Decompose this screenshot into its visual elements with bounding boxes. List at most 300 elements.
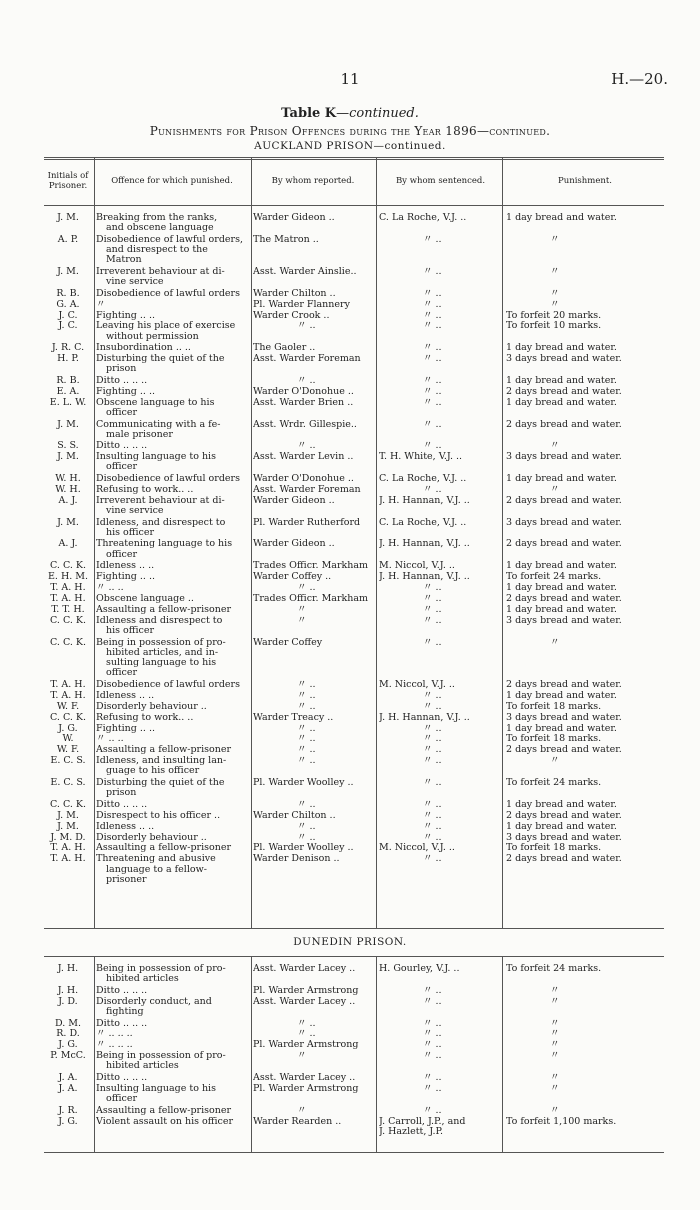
- sentenced-cell: [379, 833, 502, 843]
- punishment-cell-line: 〃: [550, 441, 560, 452]
- dunedin-row: [44, 1106, 664, 1116]
- auckland-row: [44, 420, 664, 441]
- column-divider: [94, 158, 95, 928]
- sentenced-cell: [379, 778, 502, 788]
- reported-cell: [253, 702, 373, 712]
- reported-cell-line: Warder Rearden ..: [253, 1116, 342, 1127]
- reported-cell-line: Asst. Warder Lacey ..: [253, 964, 356, 974]
- sentenced-cell: [379, 583, 502, 593]
- reported-cell-line: 〃: [297, 604, 307, 615]
- reported-cell: [253, 691, 373, 701]
- auckland-row: [44, 800, 664, 810]
- punishment-cell-line: 1 day bread and water.: [506, 213, 617, 223]
- punishment-cell-line: 3 days bread and water.: [506, 712, 622, 723]
- punishment-cell: [506, 724, 664, 734]
- sentenced-cell-line: C. La Roche, V.J. ..: [379, 213, 467, 223]
- offence-cell-line: his officer: [106, 526, 155, 538]
- reported-cell-line: 〃 ..: [297, 832, 316, 843]
- sentenced-cell: [379, 1051, 502, 1061]
- reported-cell: [253, 843, 373, 853]
- initials-cell: C. C. K.: [49, 637, 87, 648]
- reported-cell-line: Warder Coffey: [253, 637, 323, 648]
- dunedin-table-body: [44, 964, 664, 1154]
- reported-cell: [253, 583, 373, 593]
- sentenced-cell-line: 〃 ..: [423, 690, 442, 701]
- reported-cell: [253, 539, 373, 549]
- offence-cell-line: Leaving his place of exercise: [96, 321, 236, 332]
- sentenced-cell-line: 〃 ..: [423, 701, 442, 712]
- offence-cell-line: Communicating with a fe-: [96, 419, 221, 430]
- reported-cell-line: Asst. Warder Ainslie..: [253, 266, 357, 277]
- reported-cell: [253, 311, 373, 321]
- reported-cell: [253, 354, 373, 364]
- reported-cell-line: Asst. Warder Lacey ..: [253, 996, 356, 1007]
- reported-cell: [253, 1051, 373, 1061]
- auckland-row: [44, 518, 664, 539]
- punishment-cell-line: 2 days bread and water.: [506, 386, 622, 397]
- punishment-cell-line: 1 day bread and water.: [506, 474, 617, 484]
- auckland-table-body: [44, 213, 664, 931]
- sentenced-cell-line: 〃 ..: [423, 1105, 442, 1116]
- offence-cell-line: Ditto .. .. ..: [96, 1018, 148, 1029]
- reported-cell-line: Warder Gideon ..: [253, 213, 335, 223]
- initials-cell: S. S.: [57, 441, 79, 452]
- initials-cell: T. T. H.: [51, 604, 85, 615]
- reported-cell-line: 〃 ..: [297, 756, 316, 767]
- offence-cell-line: Being in possession of pro-: [96, 1051, 226, 1062]
- initials-cell: T. A. H.: [50, 593, 86, 604]
- offence-cell-line: Disobedience of lawful orders: [96, 288, 240, 299]
- initials-cell: J. G.: [58, 1040, 78, 1051]
- punishment-cell: [506, 420, 664, 430]
- sentenced-cell-line: M. Niccol, V.J. ..: [379, 843, 455, 854]
- reported-cell: [253, 267, 373, 277]
- punishment-cell: [506, 376, 664, 386]
- sentenced-cell-line: 〃 ..: [423, 386, 442, 397]
- punishment-cell: [506, 572, 664, 582]
- initials-cell: W. F.: [56, 745, 80, 756]
- offence-cell-line: Obscene language ..: [96, 593, 194, 604]
- reported-cell: [253, 485, 373, 495]
- offence-cell-line: Insulting language to his: [96, 452, 216, 463]
- initials-cell: J. M.: [57, 452, 79, 463]
- offence-cell-line: Disturbing the quiet of the: [96, 354, 225, 365]
- sentenced-cell-line: J. H. Hannan, V.J. ..: [379, 572, 470, 583]
- sentenced-cell-line: 〃 ..: [423, 375, 442, 386]
- sentenced-cell: [379, 267, 502, 277]
- initials-cell: A. J.: [58, 495, 78, 506]
- punishment-cell: [506, 964, 664, 974]
- auckland-row: [44, 213, 664, 234]
- reported-cell-line: 〃 ..: [297, 821, 316, 832]
- dunedin-row: [44, 1073, 664, 1083]
- sentenced-cell-line: 〃 ..: [423, 234, 442, 245]
- sentenced-cell-line: 〃 ..: [423, 397, 442, 408]
- offence-cell: [96, 398, 248, 419]
- offence-cell: [96, 235, 248, 266]
- sentenced-cell: [379, 1040, 502, 1050]
- offence-cell: [96, 387, 248, 397]
- auckland-row: [44, 616, 664, 637]
- reported-cell: [253, 518, 373, 528]
- offence-cell: [96, 1019, 248, 1029]
- offence-cell: [96, 1040, 248, 1050]
- offence-cell: [96, 1084, 248, 1105]
- reported-cell-line: Pl. Warder Flannery: [253, 299, 350, 310]
- punishment-cell: [506, 594, 664, 604]
- offence-cell-line: officer: [106, 461, 137, 473]
- offence-cell: [96, 539, 248, 560]
- reported-cell-line: Warder Chilton ..: [253, 288, 336, 299]
- dunedin-row: [44, 997, 664, 1018]
- auckland-row: [44, 734, 664, 744]
- offence-cell-line: male prisoner: [106, 428, 173, 440]
- punishment-cell: [506, 616, 664, 626]
- reported-cell: [253, 1117, 373, 1127]
- sentenced-cell: [379, 321, 502, 331]
- auckland-row: [44, 854, 664, 885]
- reported-cell-line: Pl. Warder Rutherford: [253, 517, 361, 528]
- sentenced-cell-line: 〃 ..: [423, 996, 442, 1007]
- offence-cell-line: officer: [106, 667, 137, 679]
- punishment-cell-line: 〃: [550, 996, 560, 1007]
- initials-cell: J. G.: [58, 1116, 78, 1127]
- sentenced-cell-line: J. H. Hannan, V.J. ..: [379, 712, 470, 723]
- punishment-cell: [506, 441, 664, 451]
- reported-cell: [253, 1106, 373, 1116]
- reported-cell: [253, 398, 373, 408]
- sentenced-cell-line: 〃 ..: [423, 985, 442, 996]
- initials-cell: J. D.: [58, 996, 78, 1007]
- offence-cell-line: Assaulting a fellow-prisoner: [96, 745, 232, 756]
- punishment-cell-line: 1 day bread and water.: [506, 343, 617, 354]
- sentenced-cell: [379, 474, 502, 484]
- offence-cell-line: Ditto .. .. ..: [96, 375, 148, 386]
- offence-cell-line: Ditto .. .. ..: [96, 799, 148, 810]
- offence-cell: [96, 289, 248, 299]
- offence-cell-line: 〃 .. .. ..: [96, 1029, 133, 1040]
- table-title: [0, 106, 700, 121]
- offence-cell: [96, 496, 248, 517]
- reported-cell: [253, 235, 373, 245]
- sentenced-cell: [379, 800, 502, 810]
- punishment-cell: [506, 811, 664, 821]
- sentenced-cell-line: J. Carroll, J.P., and: [379, 1116, 466, 1127]
- reported-cell: [253, 321, 373, 331]
- offence-cell-line: Fighting .. ..: [96, 723, 156, 734]
- sentenced-cell: [379, 485, 502, 495]
- sentenced-cell: [379, 300, 502, 310]
- punishment-cell-line: 1 day bread and water.: [506, 397, 617, 408]
- punishment-cell-line: 3 days bread and water.: [506, 354, 622, 365]
- punishment-cell-line: 2 days bread and water.: [506, 810, 622, 821]
- sentenced-cell-line: 〃 ..: [423, 799, 442, 810]
- sentenced-cell: [379, 986, 502, 996]
- sentenced-cell: [379, 713, 502, 723]
- punishment-cell-line: 3 days bread and water.: [506, 832, 622, 843]
- offence-cell-line: Disrespect to his officer ..: [96, 810, 221, 821]
- auckland-row: [44, 702, 664, 712]
- punishment-cell-line: To forfeit 18 marks.: [506, 843, 602, 854]
- offence-cell: [96, 702, 248, 712]
- auckland-row: [44, 638, 664, 679]
- offence-cell-line: Disobedience of lawful orders: [96, 679, 240, 690]
- reported-cell-line: 〃 ..: [297, 583, 316, 593]
- offence-cell-line: vine service: [106, 276, 164, 288]
- dunedin-heading: DUNEDIN PRISON.: [293, 936, 407, 948]
- sentenced-cell-line: M. Niccol, V.J. ..: [379, 561, 455, 572]
- sentenced-cell: [379, 376, 502, 386]
- reported-cell-line: 〃 ..: [297, 799, 316, 810]
- reported-cell-line: Pl. Warder Armstrong: [253, 985, 359, 996]
- punishment-cell: [506, 267, 664, 277]
- dunedin-row: [44, 1084, 664, 1105]
- auckland-row: [44, 354, 664, 375]
- column-divider: [251, 158, 252, 928]
- reported-cell: [253, 833, 373, 843]
- offence-cell-line: and disrespect to the: [106, 244, 208, 256]
- initials-cell: H. P.: [57, 354, 79, 365]
- offence-cell: [96, 964, 248, 985]
- auckland-row: [44, 605, 664, 615]
- punishment-cell: [506, 518, 664, 528]
- auckland-row: [44, 822, 664, 832]
- punishment-cell: [506, 691, 664, 701]
- auckland-row: [44, 496, 664, 517]
- offence-cell-line: Violent assault on his officer: [96, 1116, 234, 1127]
- punishment-cell: [506, 213, 664, 223]
- initials-cell: J. A.: [58, 1073, 78, 1083]
- punishment-cell: [506, 822, 664, 832]
- initials-cell: J. R. C.: [51, 343, 85, 354]
- offence-cell-line: Ditto .. .. ..: [96, 1073, 148, 1083]
- offence-cell-line: prisoner: [106, 873, 147, 885]
- punishment-cell: [506, 485, 664, 495]
- sentenced-cell: [379, 964, 502, 974]
- offence-cell: [96, 724, 248, 734]
- initials-cell: C. C. K.: [49, 712, 87, 723]
- punishment-cell-line: 〃: [550, 1105, 560, 1116]
- offence-cell-line: Threatening language to his: [96, 539, 233, 550]
- initials-cell: W.: [62, 734, 74, 745]
- punishment-cell: [506, 1106, 664, 1116]
- initials-cell: R. D.: [56, 1029, 80, 1040]
- sentenced-cell: [379, 811, 502, 821]
- offence-cell: [96, 756, 248, 777]
- offence-cell-line: Fighting .. ..: [96, 310, 156, 321]
- reported-cell: [253, 300, 373, 310]
- offence-cell-line: his officer: [106, 624, 155, 636]
- punishment-cell: [506, 800, 664, 810]
- punishment-cell-line: To forfeit 18 marks.: [506, 734, 602, 745]
- reported-cell-line: 〃: [297, 1105, 307, 1116]
- offence-cell: [96, 1073, 248, 1083]
- auckland-row: [44, 387, 664, 397]
- sentenced-cell: [379, 843, 502, 853]
- offence-cell: [96, 986, 248, 996]
- auckland-row: [44, 833, 664, 843]
- initials-cell: A. J.: [58, 539, 78, 550]
- reported-cell-line: Warder O'Donohue ..: [253, 386, 354, 397]
- auckland-bottom-rule: [44, 928, 664, 929]
- sentenced-cell: [379, 441, 502, 451]
- punishment-cell-line: To forfeit 1,100 marks.: [506, 1116, 617, 1127]
- offence-cell: [96, 474, 248, 484]
- sentenced-cell-line: 〃 ..: [423, 288, 442, 299]
- punishment-cell-line: 2 days bread and water.: [506, 419, 622, 430]
- reported-cell: [253, 474, 373, 484]
- punishment-cell-line: 〃: [550, 1018, 560, 1029]
- sentenced-cell-line: 〃 ..: [423, 1073, 442, 1083]
- reported-cell-line: 〃 ..: [297, 734, 316, 745]
- column-divider: [94, 957, 95, 1152]
- reported-cell-line: 〃 ..: [297, 1029, 316, 1040]
- punishment-cell: [506, 1029, 664, 1039]
- sentenced-cell: [379, 496, 502, 506]
- offence-cell: [96, 572, 248, 582]
- offence-cell: [96, 822, 248, 832]
- reported-cell: [253, 343, 373, 353]
- offence-cell: [96, 354, 248, 375]
- sentenced-cell: [379, 452, 502, 462]
- punishment-cell-line: To forfeit 18 marks.: [506, 701, 602, 712]
- offence-cell-line: Assaulting a fellow-prisoner: [96, 1105, 232, 1116]
- punishment-cell: [506, 387, 664, 397]
- reported-cell-line: 〃 ..: [297, 441, 316, 452]
- sentenced-cell-line: 〃 ..: [423, 734, 442, 745]
- reported-cell: [253, 605, 373, 615]
- reported-cell-line: 〃 ..: [297, 375, 316, 386]
- auckland-row: [44, 680, 664, 690]
- punishment-cell: [506, 756, 664, 766]
- initials-cell: J. H.: [57, 964, 79, 974]
- punishment-cell: [506, 986, 664, 996]
- offence-cell-line: fighting: [106, 1005, 144, 1017]
- initials-cell: C. C. K.: [49, 561, 87, 572]
- punishment-cell-line: To forfeit 24 marks.: [506, 778, 602, 788]
- offence-cell-line: Idleness and disrespect to: [96, 615, 223, 626]
- reported-cell-line: 〃 ..: [297, 1018, 316, 1029]
- initials-cell: T. A. H.: [50, 690, 86, 701]
- sentenced-cell: [379, 745, 502, 755]
- dunedin-row: [44, 1019, 664, 1029]
- offence-cell-line: prison: [106, 787, 137, 799]
- page-number: 11: [340, 70, 360, 88]
- sentenced-cell-line: 〃 ..: [423, 354, 442, 365]
- initials-cell: C. C. K.: [49, 615, 87, 626]
- punishment-cell-line: 1 day bread and water.: [506, 583, 617, 593]
- offence-cell: [96, 713, 248, 723]
- reported-cell: [253, 1084, 373, 1094]
- reported-cell-line: The Matron ..: [253, 234, 319, 245]
- offence-cell: [96, 267, 248, 288]
- sentenced-cell-line: 〃 ..: [423, 299, 442, 310]
- auckland-row: [44, 778, 664, 799]
- punishment-cell: [506, 713, 664, 723]
- header-punishment: Punishment.: [558, 176, 612, 186]
- punishment-cell: [506, 745, 664, 755]
- offence-cell: [96, 518, 248, 539]
- auckland-row: [44, 724, 664, 734]
- punishment-cell-line: 〃: [550, 1083, 560, 1094]
- sentenced-cell: [379, 1073, 502, 1083]
- auckland-row: [44, 311, 664, 321]
- offence-cell-line: Idleness, and disrespect to: [96, 517, 226, 528]
- dunedin-row: [44, 964, 664, 985]
- auckland-row: [44, 235, 664, 266]
- offence-cell: [96, 300, 248, 310]
- reported-cell-line: Warder Gideon ..: [253, 539, 335, 550]
- offence-cell: [96, 311, 248, 321]
- reported-cell-line: Warder O'Donohue ..: [253, 474, 354, 484]
- punishment-cell-line: 〃: [550, 1029, 560, 1040]
- reported-cell: [253, 822, 373, 832]
- sentenced-cell-line: C. La Roche, V.J. ..: [379, 517, 467, 528]
- auckland-row: [44, 539, 664, 560]
- punishment-cell: [506, 300, 664, 310]
- punishment-cell-line: To forfeit 24 marks.: [506, 572, 602, 583]
- reported-cell: [253, 1029, 373, 1039]
- reported-cell: [253, 289, 373, 299]
- punishment-cell: [506, 1051, 664, 1061]
- sentenced-cell-line: 〃 ..: [423, 778, 442, 788]
- reported-cell-line: Asst. Warder Brien ..: [253, 397, 354, 408]
- sentenced-cell: [379, 1106, 502, 1116]
- offence-cell-line: Disorderly conduct, and: [96, 996, 212, 1007]
- header-offence: Offence for which punished.: [111, 176, 233, 186]
- punishment-cell-line: 〃: [550, 299, 560, 310]
- punishment-cell: [506, 1073, 664, 1083]
- auckland-row: [44, 756, 664, 777]
- punishment-cell: [506, 289, 664, 299]
- table-title-main: Table K: [281, 106, 337, 121]
- reported-cell: [253, 387, 373, 397]
- sentenced-cell-line: 〃 ..: [423, 1051, 442, 1062]
- reported-cell: [253, 997, 373, 1007]
- reported-cell-line: Asst. Warder Levin ..: [253, 452, 354, 463]
- initials-cell: A. P.: [57, 234, 79, 245]
- sentenced-cell-line: 〃 ..: [423, 441, 442, 452]
- auckland-row: [44, 485, 664, 495]
- reported-cell-line: Asst. Warder Lacey ..: [253, 1073, 356, 1083]
- offence-cell: [96, 343, 248, 353]
- initials-cell: R. B.: [56, 375, 80, 386]
- page-reference: H.—20.: [611, 70, 668, 88]
- punishment-cell: [506, 638, 664, 648]
- auckland-row: [44, 321, 664, 342]
- auckland-row: [44, 691, 664, 701]
- sentenced-cell: [379, 311, 502, 321]
- sentenced-cell: [379, 343, 502, 353]
- punishment-cell-line: 〃: [550, 288, 560, 299]
- reported-cell-line: 〃 ..: [297, 701, 316, 712]
- initials-cell: T. A. H.: [50, 854, 86, 865]
- offence-cell: [96, 213, 248, 234]
- sentenced-cell-line: 〃 ..: [423, 1083, 442, 1094]
- offence-cell-line: Matron: [106, 254, 142, 266]
- reported-cell-line: 〃 ..: [297, 745, 316, 756]
- offence-cell-line: Disobedience of lawful orders,: [96, 234, 243, 245]
- punishment-cell-line: 〃: [550, 484, 560, 495]
- initials-cell: T. A. H.: [50, 679, 86, 690]
- punishment-cell: [506, 474, 664, 484]
- header-bottom-rule: [44, 205, 664, 206]
- initials-cell: J. H.: [57, 985, 79, 996]
- offence-cell: [96, 1106, 248, 1116]
- punishment-cell-line: 〃: [550, 1040, 560, 1051]
- offence-cell: [96, 833, 248, 843]
- sentenced-cell-line: J. Hazlett, J.P.: [379, 1125, 443, 1137]
